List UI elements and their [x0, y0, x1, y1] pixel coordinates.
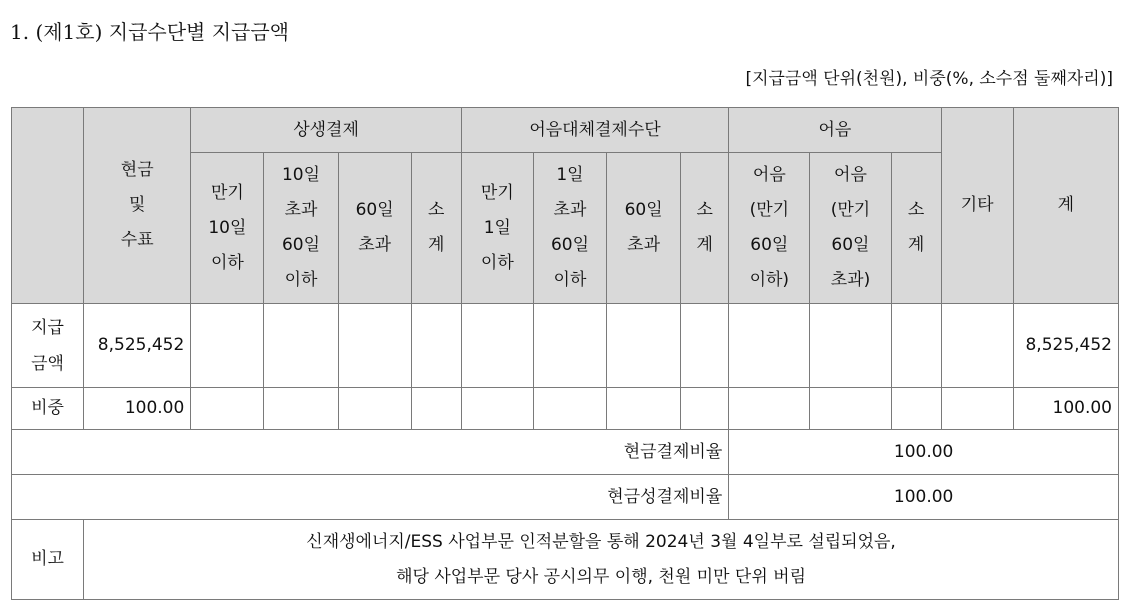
share-total-value: 100.00	[1013, 388, 1118, 430]
remarks-line-2: 해당 사업부문 당사 공시의무 이행, 천원 미만 단위 버림	[396, 566, 807, 587]
cash-payment-ratio-value: 100.00	[729, 430, 1119, 475]
header-total: 계	[1013, 108, 1118, 304]
amount-row	[12, 304, 1119, 388]
corner-header-cell	[12, 108, 84, 304]
amount-total-value: 8,525,452	[1013, 304, 1118, 388]
cash-equivalent-ratio-value: 100.00	[729, 475, 1119, 520]
header-group-alternative-payment: 어음대체결제수단	[461, 108, 728, 153]
share-empty-cell	[191, 388, 264, 430]
header-bill-subtotal: 소 계	[891, 153, 941, 304]
amount-empty-cell	[338, 304, 411, 388]
amount-empty-cell	[681, 304, 729, 388]
header-offset-over-60-days: 60일 초과	[338, 153, 411, 304]
unit-note: [지급금액 단위(천원), 비중(%, 소수점 둘째자리)]	[745, 69, 1113, 89]
share-empty-cell	[607, 388, 681, 430]
header-offset-within-10-days: 만기 10일 이하	[191, 153, 264, 304]
header-alt-1-to-60-days: 1일 초과 60일 이하	[533, 153, 606, 304]
header-group-bill: 어음	[729, 108, 941, 153]
remarks-label: 비고	[12, 520, 84, 600]
amount-empty-cell	[191, 304, 264, 388]
header-group-win-win-payment: 상생결제	[191, 108, 461, 153]
cash-equivalent-ratio-row	[12, 475, 1119, 520]
share-empty-cell	[264, 388, 338, 430]
header-alt-within-1-day: 만기 1일 이하	[461, 153, 533, 304]
header-offset-subtotal: 소 계	[411, 153, 461, 304]
row-label-share: 비중	[12, 388, 84, 430]
share-empty-cell	[411, 388, 461, 430]
header-row-1	[12, 108, 1119, 153]
remarks-line-1: 신재생에너지/ESS 사업부문 인적분할을 통해 2024년 3월 4일부로 설립되었음,	[306, 531, 896, 552]
header-other: 기타	[941, 108, 1013, 304]
cash-payment-ratio-row	[12, 430, 1119, 475]
share-row	[12, 388, 1119, 430]
share-empty-cell	[941, 388, 1013, 430]
share-cash-value: 100.00	[84, 388, 191, 430]
document-title: 1. (제1호) 지급수단별 지급금액	[10, 20, 290, 44]
share-empty-cell	[338, 388, 411, 430]
amount-empty-cell	[810, 304, 891, 388]
header-bill-within-60-days: 어음 (만기 60일 이하)	[729, 153, 810, 304]
header-offset-10-to-60-days: 10일 초과 60일 이하	[264, 153, 338, 304]
header-bill-over-60-days: 어음 (만기 60일 초과)	[810, 153, 891, 304]
share-empty-cell	[681, 388, 729, 430]
share-empty-cell	[729, 388, 810, 430]
share-empty-cell	[810, 388, 891, 430]
header-cash-cheque: 현금 및 수표	[84, 108, 191, 304]
amount-empty-cell	[729, 304, 810, 388]
amount-empty-cell	[411, 304, 461, 388]
remarks-row	[12, 520, 1119, 600]
amount-cash-value: 8,525,452	[84, 304, 191, 388]
share-empty-cell	[461, 388, 533, 430]
amount-empty-cell	[941, 304, 1013, 388]
remarks-text	[84, 520, 1119, 600]
share-empty-cell	[533, 388, 606, 430]
header-alt-subtotal: 소 계	[681, 153, 729, 304]
header-alt-over-60-days: 60일 초과	[607, 153, 681, 304]
share-empty-cell	[891, 388, 941, 430]
cash-equivalent-ratio-label: 현금성결제비율	[12, 475, 729, 520]
row-label-amount: 지급 금액	[12, 304, 84, 388]
amount-empty-cell	[891, 304, 941, 388]
amount-empty-cell	[533, 304, 606, 388]
amount-empty-cell	[607, 304, 681, 388]
cash-payment-ratio-label: 현금결제비율	[12, 430, 729, 475]
payment-table	[11, 107, 1119, 600]
amount-empty-cell	[461, 304, 533, 388]
amount-empty-cell	[264, 304, 338, 388]
